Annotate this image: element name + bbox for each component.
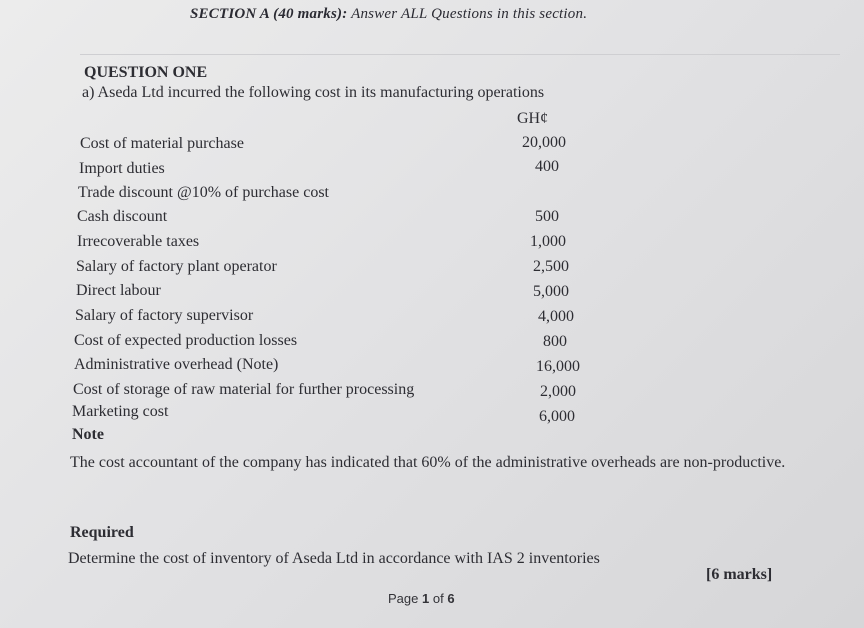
required-text: Determine the cost of inventory of Aseda Ltd in accordance with IAS 2 inventories [68, 550, 600, 567]
section-title: SECTION A (40 marks): [190, 6, 348, 22]
page-footer [388, 591, 455, 606]
note-text: The cost accountant of the company has indicated that 60% of the administrative overheads are non-productive. [70, 454, 786, 471]
page-total: 6 [447, 591, 455, 606]
cost-item-label: Salary of factory plant operator [76, 258, 277, 275]
cost-item-value: 2,500 [533, 258, 569, 275]
cost-item-label: Marketing cost [72, 403, 169, 420]
note-label: Note [72, 426, 104, 443]
cost-item-value: 2,000 [540, 383, 576, 400]
cost-item-label: Cash discount [77, 208, 168, 225]
question-intro: a) Aseda Ltd incurred the following cost in its manufacturing operations [82, 84, 545, 101]
cost-item-value: 1,000 [530, 233, 566, 250]
question-title: QUESTION ONE [84, 64, 208, 81]
page-number: 1 [422, 591, 430, 606]
cost-item-value: 5,000 [533, 283, 569, 300]
cost-item-value: 6,000 [539, 408, 575, 425]
cost-item-value: 500 [535, 208, 559, 225]
cost-item-label: Administrative overhead (Note) [74, 356, 279, 373]
section-heading [190, 6, 587, 23]
cost-item-label: Direct labour [76, 282, 161, 299]
cost-item-value: 4,000 [538, 308, 574, 325]
cost-item-value: 16,000 [536, 358, 580, 375]
cost-item-label: Irrecoverable taxes [77, 233, 200, 250]
cost-item-label: Cost of material purchase [80, 135, 244, 152]
cost-item-value: 400 [535, 158, 559, 175]
cost-item-label: Cost of storage of raw material for further processing [73, 381, 415, 398]
cost-item-label: Salary of factory supervisor [75, 307, 254, 324]
cost-item-label: Cost of expected production losses [74, 332, 298, 349]
cost-item-value: 20,000 [522, 134, 566, 151]
cost-item-label: Import duties [79, 160, 165, 177]
currency-header: GH¢ [517, 110, 549, 127]
cost-item-label: Trade discount @10% of purchase cost [78, 184, 329, 201]
section-subtitle: Answer ALL Questions in this section. [351, 6, 588, 22]
cost-item-value: 800 [543, 333, 567, 350]
page-of: of [432, 591, 444, 606]
required-marks: [6 marks] [706, 566, 773, 583]
divider [80, 54, 840, 55]
required-label: Required [70, 524, 134, 541]
page-prefix: Page [388, 591, 419, 606]
